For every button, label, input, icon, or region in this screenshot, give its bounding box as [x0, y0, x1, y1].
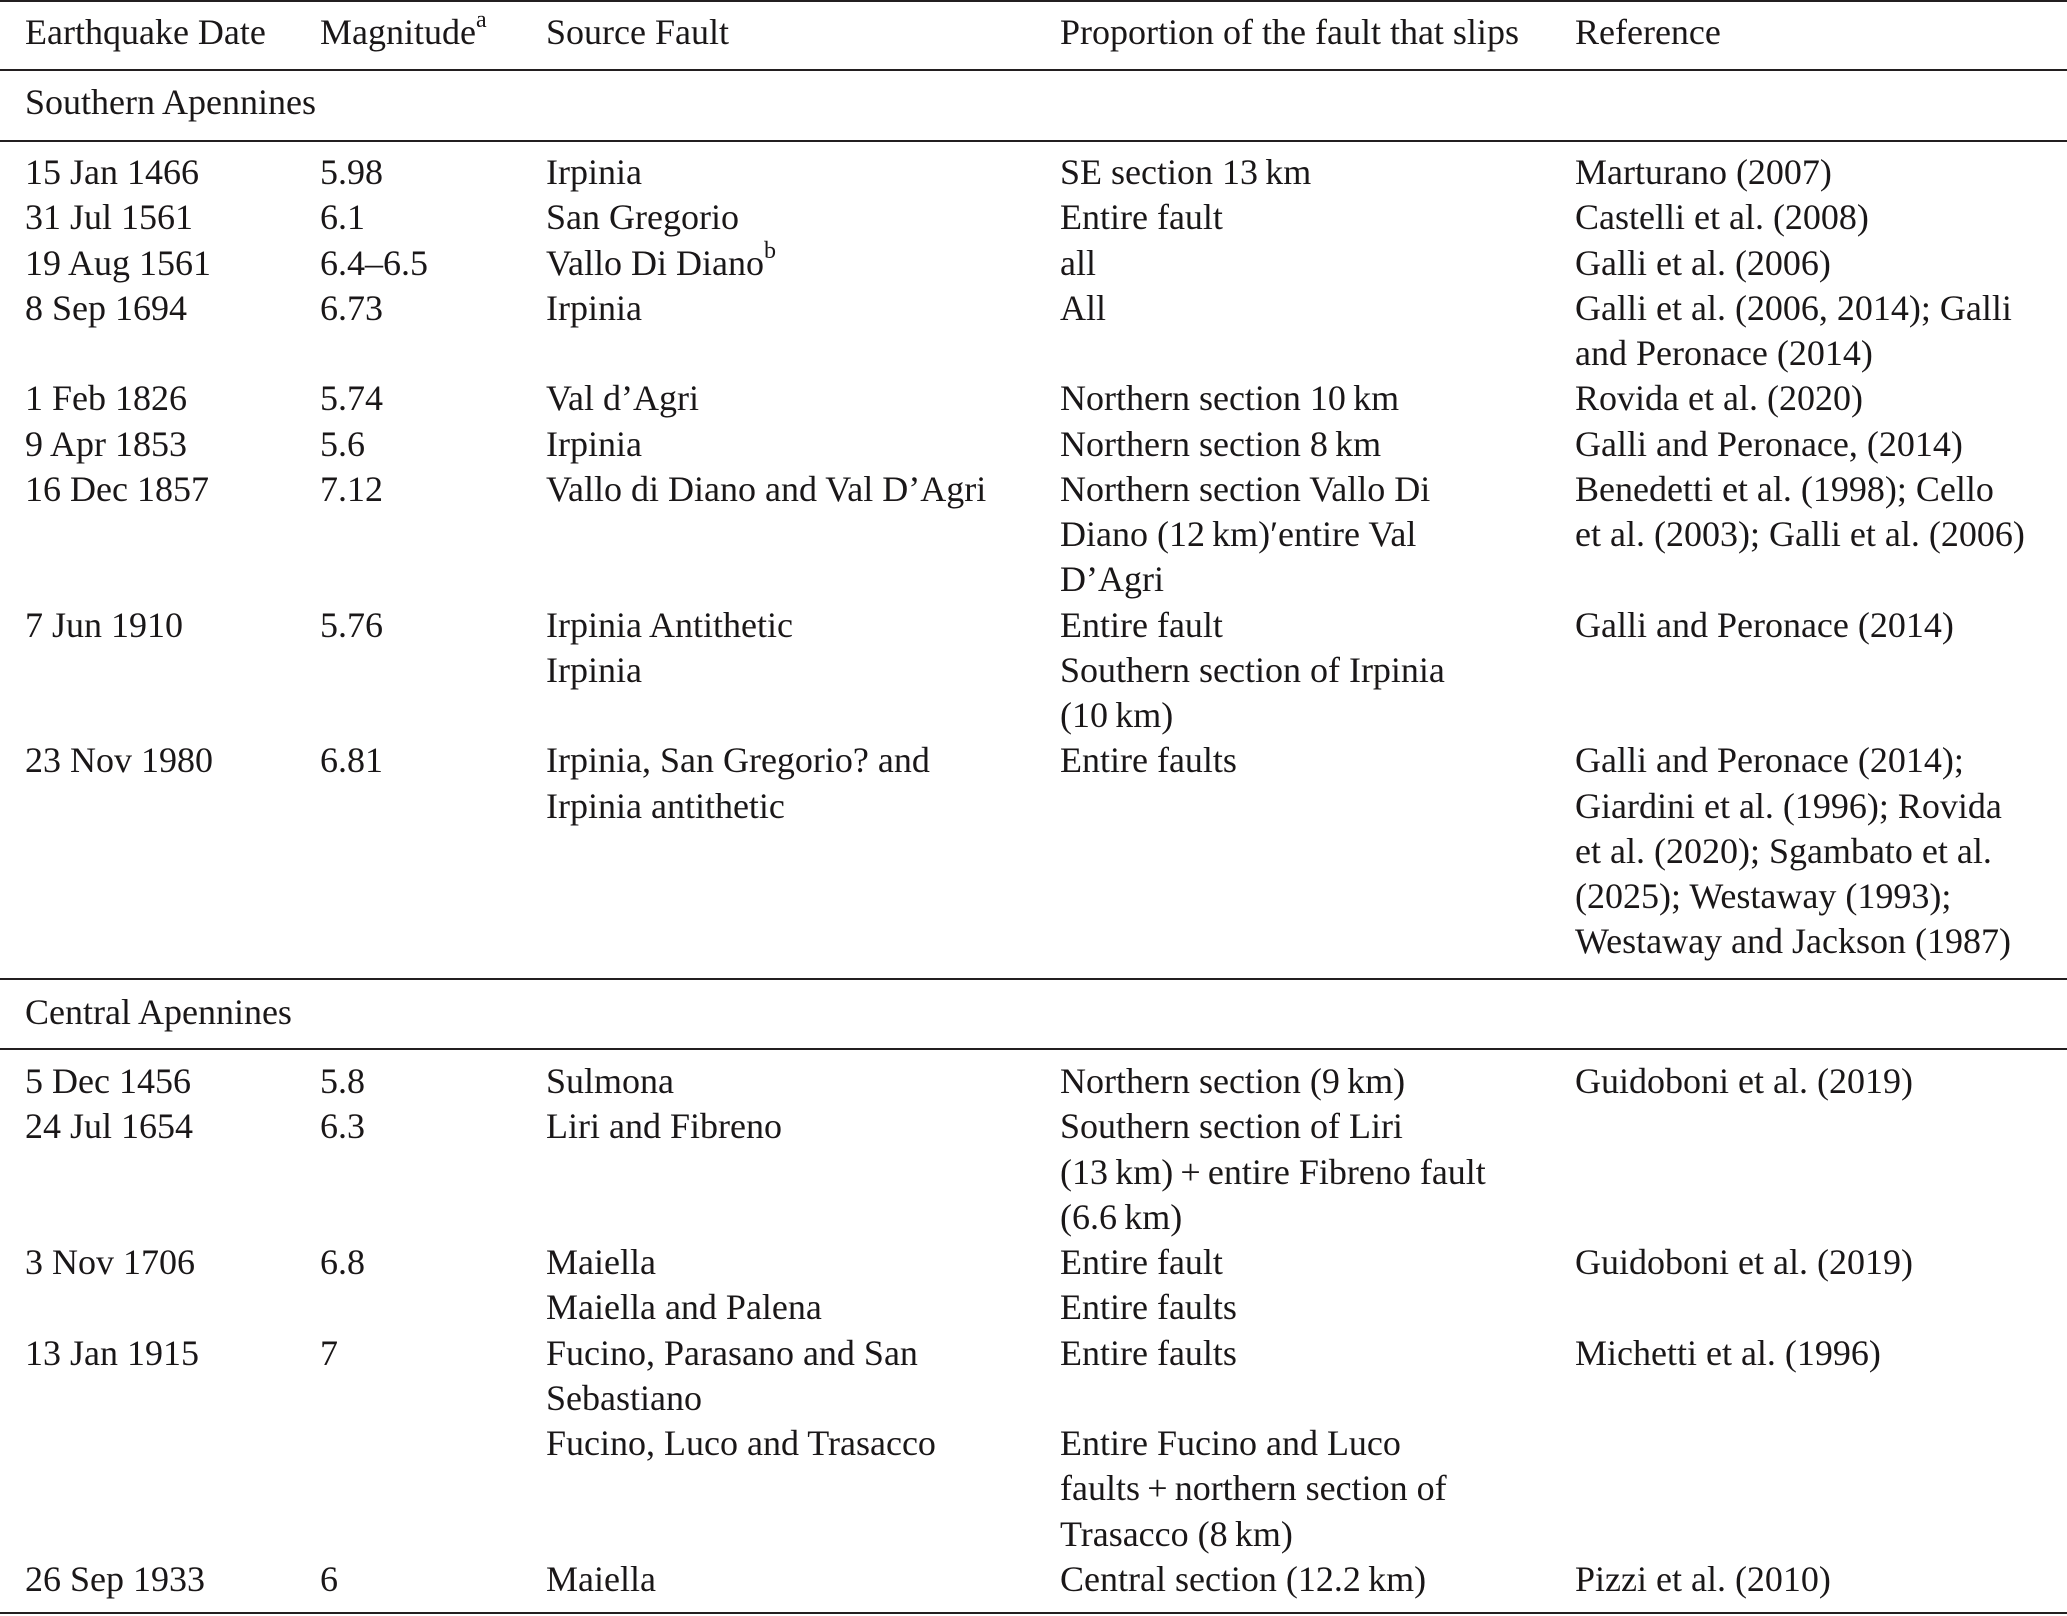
source-fault-cell	[546, 286, 642, 331]
earthquake-date-cell	[25, 1240, 195, 1285]
earthquake-date-cell	[25, 286, 187, 331]
source-fault-cell	[546, 1557, 656, 1602]
source-fault-line	[546, 1285, 822, 1330]
reference-cell	[1575, 738, 2011, 964]
footnote-marker-b: b	[763, 237, 776, 264]
table-row	[0, 1104, 2067, 1240]
earthquake-date: 13 Jan 1915	[25, 1332, 199, 1373]
magnitude-value: 6.81	[320, 740, 383, 781]
magnitude-value: 6.73	[320, 287, 383, 328]
table-row	[0, 1059, 2067, 1104]
table-row	[0, 286, 2067, 377]
magnitude-value: 6.8	[320, 1242, 365, 1282]
section-divider-rule	[0, 978, 2067, 980]
reference-cell	[1575, 376, 1863, 421]
source-fault-text: Irpinia	[546, 423, 642, 464]
table-row	[0, 376, 2067, 421]
source-fault-text: Vallo Di Diano	[546, 242, 764, 283]
magnitude-cell	[320, 1104, 365, 1149]
source-fault-line	[546, 1421, 936, 1466]
proportion-line: Trasacco (8 km)	[1060, 1513, 1293, 1554]
source-fault-cell	[546, 237, 776, 286]
reference-line: Giardini et al. (1996); Rovida	[1575, 785, 2002, 826]
reference-line: et al. (2020); Sgambato et al.	[1575, 830, 1992, 871]
proportion-cell	[1060, 376, 1399, 421]
source-fault-line	[546, 1331, 936, 1376]
footnote-marker-a: a	[475, 7, 487, 33]
proportion-cell	[1060, 1240, 1237, 1331]
proportion-cell	[1060, 241, 1096, 286]
source-fault-line	[546, 1557, 656, 1602]
proportion-line: (6.6 km)	[1060, 1196, 1183, 1237]
proportion-line: Northern section 10 km	[1060, 378, 1400, 419]
proportion-cell	[1060, 1104, 1486, 1240]
section-title: Southern Apennines	[25, 82, 316, 122]
source-fault-text: Maiella	[546, 1242, 656, 1282]
magnitude-value: 7	[320, 1332, 338, 1373]
proportion-cell	[1060, 1059, 1405, 1104]
earthquake-date-cell	[25, 467, 209, 512]
reference-line: Pizzi et al. (2010)	[1575, 1558, 1831, 1599]
proportion-line: D’Agri	[1060, 559, 1164, 600]
section-title-rule	[0, 140, 2067, 142]
proportion-line: Southern section of Irpinia	[1060, 649, 1445, 690]
table-row	[0, 467, 2067, 603]
section-title-rule	[0, 1048, 2067, 1050]
proportion-line: (10 km)	[1060, 695, 1174, 735]
source-fault-cell	[546, 467, 986, 512]
magnitude-value: 5.76	[320, 604, 383, 645]
source-fault-cell	[546, 1104, 782, 1149]
earthquake-date: 8 Sep 1694	[25, 287, 187, 328]
proportion-cell	[1060, 150, 1311, 195]
magnitude-value: 5.98	[320, 152, 383, 192]
proportion-line: Entire fault	[1060, 604, 1223, 645]
earthquake-date: 5 Dec 1456	[25, 1061, 191, 1101]
magnitude-value: 7.12	[320, 468, 383, 509]
proportion-line: Northern section (9 km)	[1060, 1061, 1406, 1101]
table-row	[0, 1331, 2067, 1557]
reference-line: Galli et al. (2006, 2014); Galli	[1575, 287, 2012, 328]
source-fault-text: Sebastiano	[546, 1377, 702, 1418]
source-fault-text: Vallo di Diano and Val D’Agri	[546, 468, 987, 509]
source-fault-line	[546, 648, 793, 693]
reference-cell	[1575, 1331, 1881, 1376]
source-fault-line	[546, 237, 776, 286]
source-fault-text: Fucino, Luco and Trasacco	[546, 1423, 936, 1463]
proportion-cell	[1060, 1331, 1447, 1557]
reference-cell	[1575, 195, 1869, 240]
source-fault-text: San Gregorio	[546, 197, 739, 238]
reference-line: Galli and Peronace (2014)	[1575, 604, 1954, 645]
earthquake-date-cell	[25, 150, 199, 195]
source-fault-line	[546, 1376, 936, 1421]
source-fault-text: Liri and Fibreno	[546, 1106, 782, 1147]
earthquake-date: 1 Feb 1826	[25, 378, 187, 419]
reference-line: and Peronace (2014)	[1575, 333, 1873, 373]
reference-line: Michetti et al. (1996)	[1575, 1332, 1881, 1373]
source-fault-text: Irpinia Antithetic	[546, 604, 793, 645]
magnitude-cell	[320, 467, 383, 512]
source-fault-line	[546, 150, 642, 195]
proportion-cell	[1060, 195, 1223, 240]
earthquake-date-cell	[25, 738, 213, 783]
magnitude-value: 6.3	[320, 1106, 365, 1147]
magnitude-cell	[320, 1331, 338, 1376]
proportion-line: Diano (12 km)′entire Val	[1060, 514, 1417, 554]
magnitude-value: 5.74	[320, 378, 383, 419]
source-fault-cell	[546, 1240, 822, 1331]
source-fault-cell	[546, 1059, 674, 1104]
earthquake-date: 15 Jan 1466	[25, 152, 199, 192]
header-bottom-rule	[0, 69, 2067, 71]
earthquake-date-cell	[25, 1557, 205, 1602]
source-fault-line	[546, 603, 793, 648]
magnitude-cell	[320, 1059, 365, 1104]
magnitude-value: 6.1	[320, 197, 365, 238]
earthquake-date-cell	[25, 603, 183, 648]
earthquake-date-cell	[25, 1104, 193, 1149]
proportion-cell	[1060, 603, 1445, 739]
magnitude-value: 6	[320, 1558, 338, 1599]
reference-line: Westaway and Jackson (1987)	[1575, 921, 2011, 962]
source-fault-cell	[546, 422, 642, 467]
proportion-line	[1060, 1376, 1447, 1421]
source-fault-line	[546, 467, 986, 512]
table-row	[0, 422, 2067, 467]
source-fault-cell	[546, 195, 739, 240]
table-row	[0, 1240, 2067, 1331]
magnitude-cell	[320, 241, 428, 286]
source-fault-line	[546, 1059, 674, 1104]
source-fault-cell	[546, 376, 699, 421]
table-row	[0, 150, 2067, 195]
proportion-line: all	[1060, 242, 1096, 283]
reference-line: Galli and Peronace (2014);	[1575, 740, 1964, 781]
source-fault-text: Irpinia	[546, 649, 642, 690]
source-fault-text: Irpinia	[546, 152, 642, 192]
source-fault-line	[546, 1240, 822, 1285]
reference-cell	[1575, 150, 1832, 195]
proportion-line: Entire fault	[1060, 197, 1223, 238]
earthquake-date-cell	[25, 1331, 199, 1376]
earthquake-date: 31 Jul 1561	[25, 197, 194, 238]
source-fault-line	[546, 286, 642, 331]
reference-cell	[1575, 286, 2012, 377]
reference-cell	[1575, 1059, 1913, 1104]
source-fault-text: Val d’Agri	[546, 378, 699, 419]
source-fault-line	[546, 376, 699, 421]
earthquake-date: 19 Aug 1561	[25, 242, 212, 283]
reference-line: Guidoboni et al. (2019)	[1575, 1242, 1913, 1282]
proportion-line: All	[1060, 287, 1107, 328]
proportion-line: Entire fault	[1060, 1242, 1223, 1282]
reference-line: Guidoboni et al. (2019)	[1575, 1061, 1913, 1101]
proportion-cell	[1060, 286, 1106, 331]
earthquake-date: 3 Nov 1706	[25, 1242, 195, 1282]
reference-cell	[1575, 422, 1963, 467]
source-fault-text: Sulmona	[546, 1061, 675, 1101]
earthquake-date: 26 Sep 1933	[25, 1558, 205, 1599]
proportion-line: Southern section of Liri	[1060, 1106, 1403, 1147]
proportion-line: Entire faults	[1060, 740, 1237, 781]
table-top-rule	[0, 0, 2067, 2]
magnitude-cell	[320, 150, 383, 195]
reference-line: Galli et al. (2006)	[1575, 242, 1831, 283]
section-title: Central Apennines	[25, 992, 292, 1032]
source-fault-text: Irpinia, San Gregorio? and	[546, 740, 930, 781]
source-fault-cell	[546, 1331, 936, 1467]
source-fault-text: Maiella	[546, 1558, 656, 1599]
header-source-fault: Source Fault	[546, 12, 729, 52]
earthquake-date: 9 Apr 1853	[25, 423, 187, 464]
proportion-cell	[1060, 738, 1237, 783]
earthquake-date-cell	[25, 195, 193, 240]
source-fault-text: Irpinia	[546, 287, 642, 328]
proportion-line: Northern section 8 km	[1060, 423, 1382, 464]
source-fault-line	[546, 1104, 782, 1149]
reference-cell	[1575, 467, 2025, 558]
earthquake-date: 16 Dec 1857	[25, 468, 209, 509]
proportion-cell	[1060, 422, 1381, 467]
reference-line: (2025); Westaway (1993);	[1575, 876, 1952, 916]
magnitude-value: 5.6	[320, 423, 365, 464]
reference-line: Benedetti et al. (1998); Cello	[1575, 468, 1994, 509]
reference-line: Rovida et al. (2020)	[1575, 378, 1863, 419]
reference-cell	[1575, 603, 1954, 648]
reference-line: Marturano (2007)	[1575, 152, 1832, 192]
table-bottom-rule	[0, 1612, 2067, 1614]
proportion-cell	[1060, 467, 1430, 603]
magnitude-cell	[320, 195, 365, 240]
magnitude-cell	[320, 1240, 365, 1285]
table-row	[0, 195, 2067, 240]
table-row	[0, 603, 2067, 739]
table-row	[0, 237, 2067, 286]
header-reference: Reference	[1575, 12, 1721, 52]
earthquake-date: 7 Jun 1910	[25, 604, 184, 645]
source-fault-line	[546, 195, 739, 240]
proportion-line: Northern section Vallo Di	[1060, 468, 1431, 509]
source-fault-line	[546, 738, 930, 783]
earthquake-date: 23 Nov 1980	[25, 740, 213, 781]
magnitude-cell	[320, 286, 383, 331]
reference-line: Galli and Peronace, (2014)	[1575, 423, 1963, 464]
header-proportion: Proportion of the fault that slips	[1060, 12, 1519, 52]
table-row	[0, 1557, 2067, 1602]
source-fault-line	[546, 422, 642, 467]
reference-cell	[1575, 1240, 1913, 1285]
header-earthquake-date: Earthquake Date	[25, 12, 266, 52]
proportion-line: (13 km) + entire Fibreno fault	[1060, 1151, 1486, 1192]
proportion-line: SE section 13 km	[1060, 152, 1312, 192]
source-fault-cell	[546, 738, 930, 829]
reference-cell	[1575, 1557, 1831, 1602]
reference-line: Castelli et al. (2008)	[1575, 197, 1869, 238]
earthquake-date-cell	[25, 1059, 191, 1104]
source-fault-text: Irpinia antithetic	[546, 785, 785, 826]
magnitude-cell	[320, 1557, 338, 1602]
earthquake-date-cell	[25, 241, 211, 286]
reference-cell	[1575, 241, 1831, 286]
source-fault-line	[546, 784, 930, 829]
header-magnitude-label: Magnitude	[320, 12, 476, 52]
earthquake-date-cell	[25, 376, 187, 421]
reference-line: et al. (2003); Galli et al. (2006)	[1575, 514, 2025, 554]
magnitude-cell	[320, 422, 365, 467]
table-header-row	[0, 7, 2067, 55]
proportion-cell	[1060, 1557, 1426, 1602]
magnitude-cell	[320, 738, 383, 783]
magnitude-value: 6.4–6.5	[320, 242, 428, 283]
proportion-line: Entire Fucino and Luco	[1060, 1423, 1401, 1463]
magnitude-cell	[320, 376, 383, 421]
proportion-line: Entire faults	[1060, 1287, 1237, 1328]
header-magnitude	[320, 7, 487, 55]
proportion-line: Central section (12.2 km)	[1060, 1558, 1427, 1599]
source-fault-text: Maiella and Palena	[546, 1287, 822, 1328]
earthquake-date-cell	[25, 422, 187, 467]
magnitude-value: 5.8	[320, 1061, 365, 1101]
magnitude-cell	[320, 603, 383, 648]
source-fault-cell	[546, 603, 793, 694]
source-fault-cell	[546, 150, 642, 195]
earthquake-date: 24 Jul 1654	[25, 1106, 194, 1147]
table-row	[0, 738, 2067, 964]
proportion-line: Entire faults	[1060, 1332, 1237, 1373]
proportion-line: faults + northern section of	[1060, 1468, 1447, 1509]
source-fault-text: Fucino, Parasano and San	[546, 1332, 918, 1373]
